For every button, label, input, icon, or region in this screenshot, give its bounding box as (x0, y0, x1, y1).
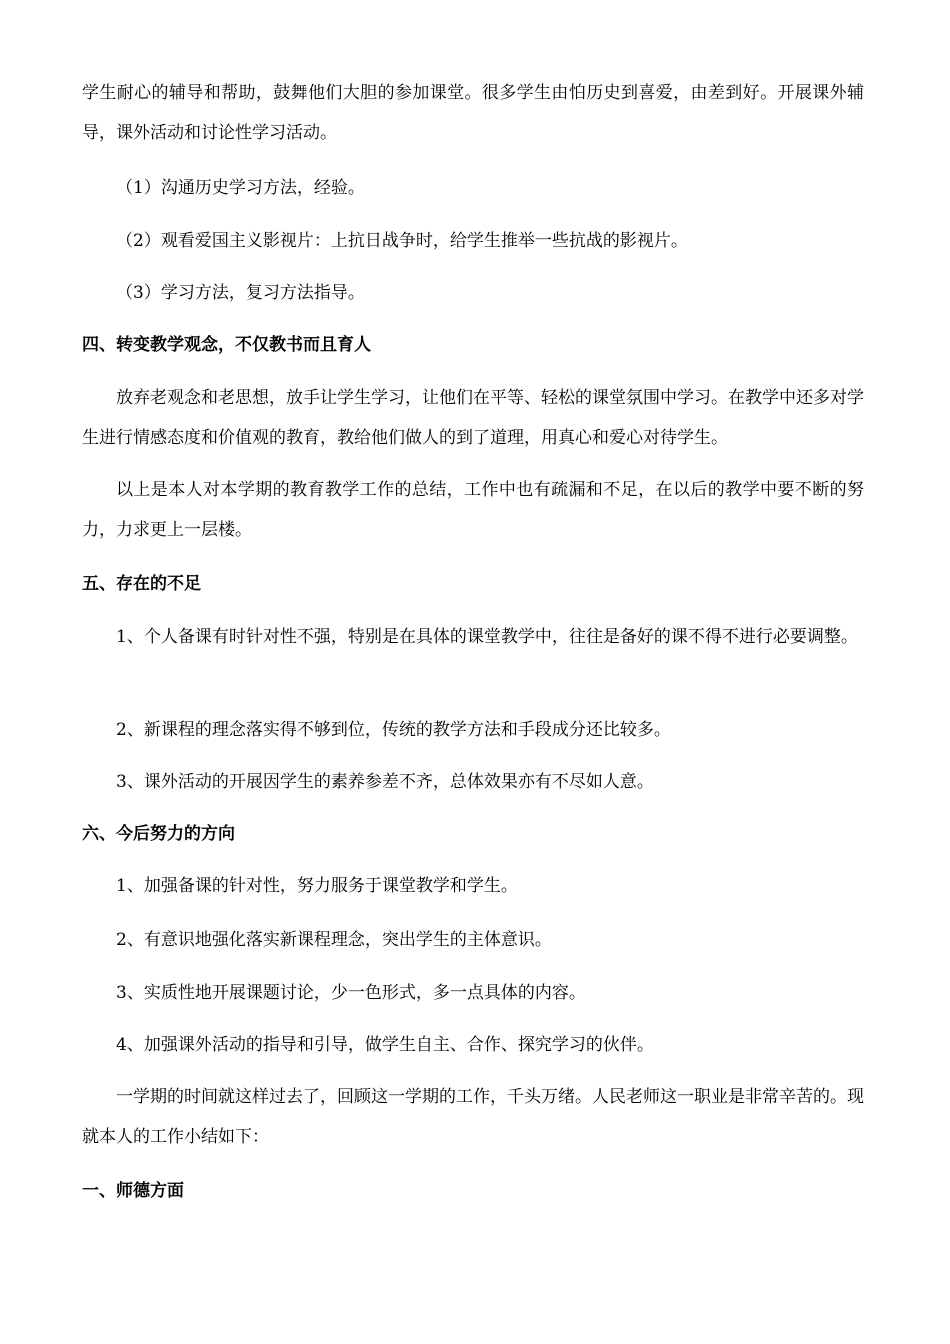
paragraph-four-1: 放弃老观念和老思想，放手让学生学习，让他们在平等、轻松的课堂氛围中学习。在教学中还多对学生进行情感态度和价值观的教育，教给他们做人的到了道理，用真心和爱心对待学生。 (82, 388, 864, 448)
paragraph-continuation: 学生耐心的辅导和帮助，鼓舞他们大胆的参加课堂。很多学生由怕历史到喜爱，由差到好。开展课外辅导，课外活动和讨论性学习活动。 (82, 83, 864, 143)
section-heading-one: 一、师德方面 (82, 1181, 184, 1201)
paragraph-five-3: 3、课外活动的开展因学生的素养参差不齐，总体效果亦有不尽如人意。 (116, 772, 654, 792)
list-item-3: （3）学习方法，复习方法指导。 (116, 283, 365, 303)
section-heading-six: 六、今后努力的方向 (82, 824, 235, 844)
paragraph-four-2: 以上是本人对本学期的教育教学工作的总结，工作中也有疏漏和不足，在以后的教学中要不断的努力，力求更上一层楼。 (82, 480, 864, 540)
paragraph-six-3: 3、实质性地开展课题讨论，少一色形式，多一点具体的内容。 (116, 983, 586, 1003)
paragraph-five-2: 2、新课程的理念落实得不够到位，传统的教学方法和手段成分还比较多。 (116, 720, 671, 740)
list-item-1: （1）沟通历史学习方法，经验。 (116, 178, 365, 198)
paragraph-summary: 一学期的时间就这样过去了，回顾这一学期的工作，千头万绪。人民老师这一职业是非常辛苦的。现就本人的工作小结如下： (82, 1087, 864, 1147)
paragraph-six-2: 2、有意识地强化落实新课程理念，突出学生的主体意识。 (116, 930, 552, 950)
paragraph-five-1: 1、个人备课有时针对性不强，特别是在具体的课堂教学中，往往是备好的课不得不进行必要调整。 (116, 627, 858, 647)
paragraph-six-1: 1、加强备课的针对性，努力服务于课堂教学和学生。 (116, 876, 518, 896)
list-item-2: （2）观看爱国主义影视片：上抗日战争时，给学生推举一些抗战的影视片。 (116, 231, 688, 251)
paragraph-six-4: 4、加强课外活动的指导和引导，做学生自主、合作、探究学习的伙伴。 (116, 1035, 654, 1055)
section-heading-four: 四、转变教学观念，不仅教书而且育人 (82, 335, 371, 355)
section-heading-five: 五、存在的不足 (82, 574, 201, 594)
